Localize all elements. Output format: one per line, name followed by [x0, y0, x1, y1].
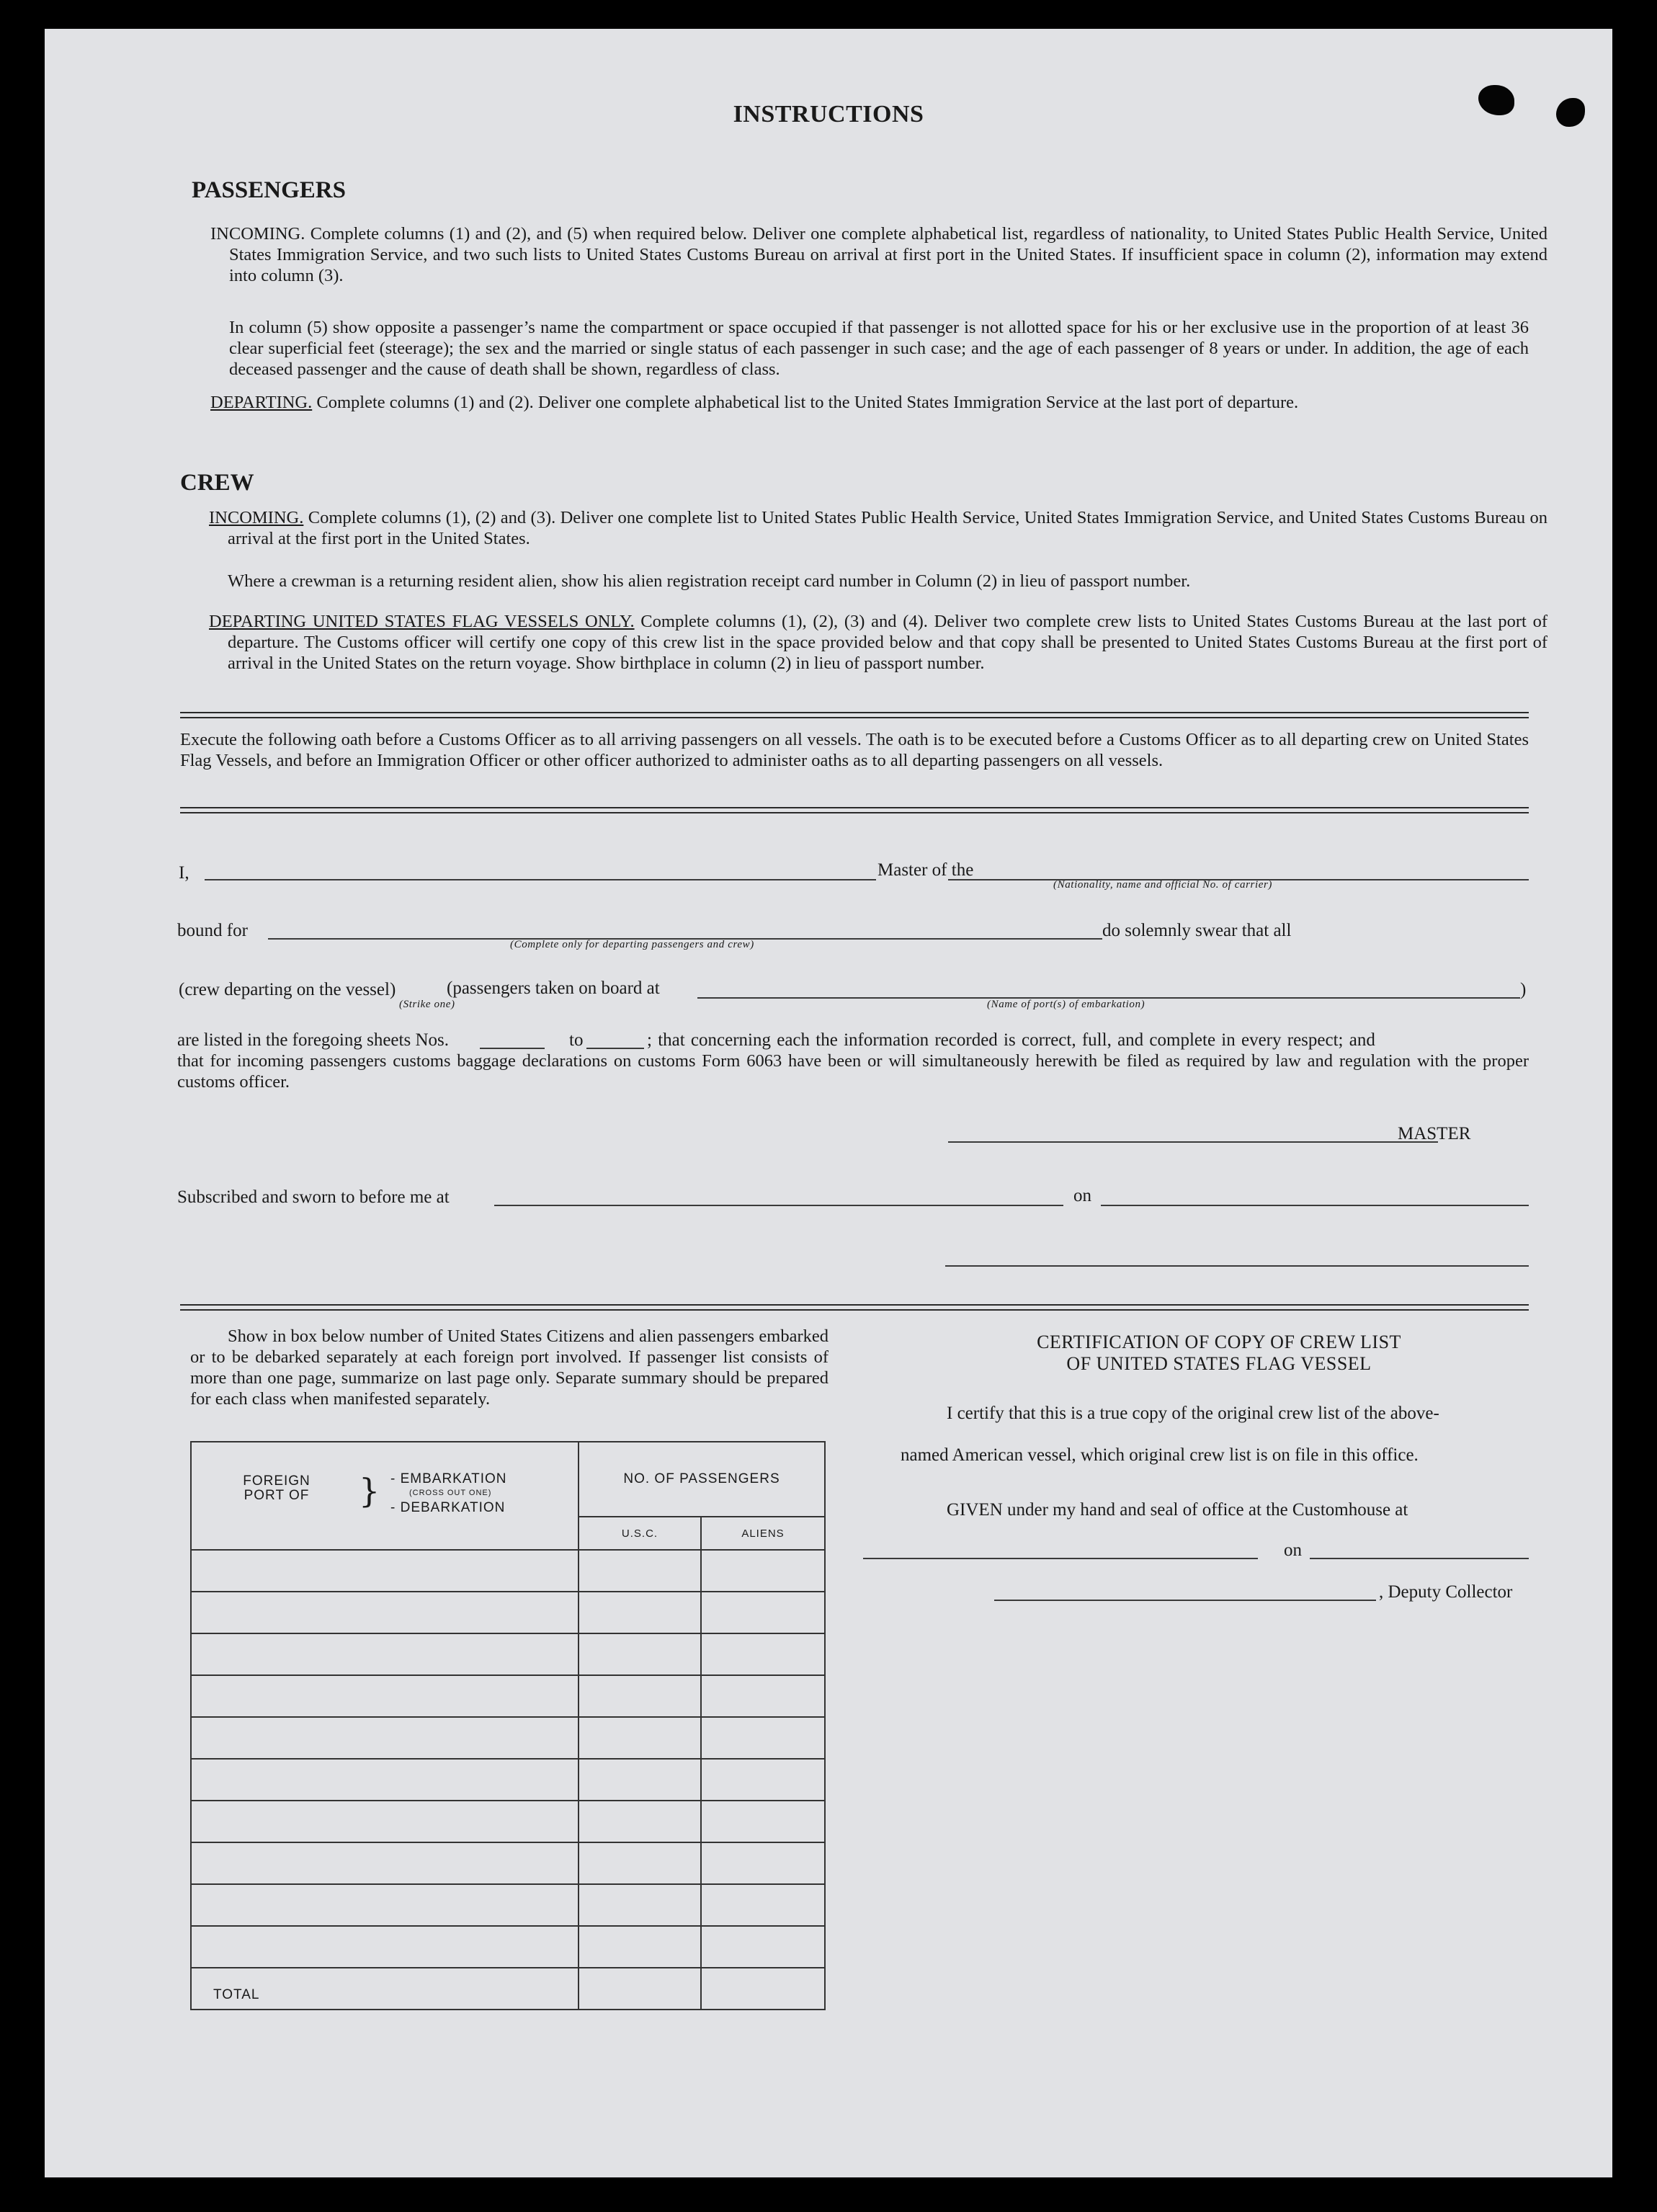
usc-total-cell[interactable]: [579, 1968, 701, 2010]
no-passengers-header: NO. OF PASSENGERS: [579, 1442, 825, 1517]
divider-rule: [180, 807, 1529, 808]
aliens-cell[interactable]: [701, 1759, 825, 1801]
certification-deputy: , Deputy Collector: [1379, 1582, 1513, 1602]
divider-rule: [180, 1304, 1529, 1306]
passengers-departing-paragraph: [210, 392, 1547, 413]
passengers-incoming-label: INCOMING.: [210, 224, 305, 244]
master-name-field[interactable]: [205, 879, 876, 880]
usc-cell[interactable]: [579, 1717, 701, 1759]
oath-listed-1: are listed in the foregoing sheets Nos.: [177, 1030, 449, 1050]
passengers-heading: PASSENGERS: [192, 177, 346, 203]
crew-incoming-paragraph: [209, 507, 1547, 549]
certification-date-field[interactable]: [1310, 1558, 1529, 1559]
certification-title-line2: OF UNITED STATES FLAG VESSEL: [1066, 1353, 1372, 1374]
certification-on: on: [1284, 1540, 1302, 1560]
page-title: INSTRUCTIONS: [733, 101, 924, 128]
aliens-header: ALIENS: [701, 1517, 825, 1550]
oath-listed-to: to: [569, 1030, 584, 1050]
certification-text2: named American vessel, which original crew list is on file in this office.: [901, 1445, 1419, 1465]
sworn-date-field[interactable]: [1101, 1205, 1529, 1206]
passengers-departing-text: Complete columns (1) and (2). Deliver one complete alphabetical list to the United States Immigration Service at the last port of departure.: [316, 393, 1299, 412]
port-cell[interactable]: [191, 1759, 579, 1801]
aliens-cell[interactable]: [701, 1926, 825, 1968]
divider-rule: [180, 712, 1529, 713]
table-row: [191, 1675, 825, 1717]
usc-cell[interactable]: [579, 1842, 701, 1884]
crew-departing-text: Complete columns (1), (2), (3) and (4). Deliver two complete crew lists to United States Customs Bureau at the last port of departure. The Customs officer will certify one copy of this crew list in the space provided below and that copy shall be presented to United States Customs Bureau at the first port of arrival in the United States on the return voyage. Show birthplace in column (2) in lieu of passport number.: [228, 612, 1547, 673]
port-header: [191, 1442, 579, 1550]
oath-master: MASTER: [1398, 1124, 1471, 1143]
oath-on: on: [1073, 1186, 1091, 1205]
port-cell[interactable]: [191, 1675, 579, 1717]
oath-close-paren: ): [1520, 980, 1527, 999]
table-row: [191, 1926, 825, 1968]
strike-one-caption: (Strike one): [399, 999, 455, 1010]
certification-text1: I certify that this is a true copy of the original crew list of the above-: [947, 1404, 1439, 1423]
port-cell[interactable]: [191, 1842, 579, 1884]
sworn-place-field[interactable]: [494, 1205, 1063, 1206]
aliens-cell[interactable]: [701, 1633, 825, 1675]
total-row: [191, 1968, 825, 2010]
crew-heading: CREW: [180, 470, 254, 496]
crew-incoming-label: INCOMING.: [209, 508, 304, 527]
aliens-cell[interactable]: [701, 1592, 825, 1633]
debarkation-label: - DEBARKATION: [390, 1500, 506, 1515]
port-cell[interactable]: [191, 1926, 579, 1968]
table-row: [191, 1759, 825, 1801]
complete-caption: (Complete only for departing passengers and crew): [510, 939, 754, 950]
aliens-cell[interactable]: [701, 1675, 825, 1717]
summary-instructions: Show in box below number of United States Citizens and alien passengers embarked or to be debarked separately at each foreign port involved. If passenger list consists of more than one page, summarize on last page only. Separate summary should be prepared for each class when manifested separately.: [190, 1326, 828, 1409]
table-row: [191, 1633, 825, 1675]
certification-text3: GIVEN under my hand and seal of office at the Customhouse at: [947, 1500, 1408, 1520]
port-cell[interactable]: [191, 1717, 579, 1759]
usc-header: U.S.C.: [579, 1517, 701, 1550]
usc-cell[interactable]: [579, 1759, 701, 1801]
customhouse-field[interactable]: [863, 1558, 1258, 1559]
usc-cell[interactable]: [579, 1801, 701, 1842]
crew-resident-paragraph: Where a crewman is a returning resident alien, show his alien registration receipt card number in Column (2) in lieu of passport number.: [228, 571, 1191, 591]
table-row: [191, 1592, 825, 1633]
port-cell[interactable]: [191, 1801, 579, 1842]
passengers-departing-label: DEPARTING.: [210, 393, 313, 412]
nationality-caption: (Nationality, name and official No. of carrier): [1053, 879, 1273, 891]
certification-title: [909, 1332, 1529, 1375]
aliens-cell[interactable]: [701, 1550, 825, 1592]
table-row: [191, 1884, 825, 1926]
table-row: [191, 1842, 825, 1884]
table-row: [191, 1801, 825, 1842]
form-sheet: [45, 29, 1612, 2177]
certification-title-line1: CERTIFICATION OF COPY OF CREW LIST: [1037, 1332, 1401, 1352]
table-row: [191, 1550, 825, 1592]
divider-rule: [180, 1309, 1529, 1311]
oath-crew-departing: (crew departing on the vessel): [179, 980, 396, 999]
column5-paragraph: In column (5) show opposite a passenger’s name the compartment or space occupied if that passenger is not allotted space for his or her exclusive use in the proportion of at least 36 clear superficial feet (steerage); the sex and the married or single status of each passenger in such case; and the age of each passenger of 8 years or under. In addition, the age of each deceased passenger and the cause of death shall be shown, regardless of class.: [229, 318, 1529, 379]
sheet-to-field[interactable]: [586, 1048, 644, 1049]
aliens-cell[interactable]: [701, 1717, 825, 1759]
usc-cell[interactable]: [579, 1592, 701, 1633]
port-cell[interactable]: [191, 1592, 579, 1633]
oath-i: I,: [179, 863, 189, 883]
passengers-incoming-paragraph: [210, 223, 1547, 286]
aliens-cell[interactable]: [701, 1801, 825, 1842]
oath-do-swear: do solemnly swear that all: [1102, 921, 1292, 940]
usc-cell[interactable]: [579, 1550, 701, 1592]
oath-master-of-the: Master of the: [877, 860, 974, 880]
port-cell[interactable]: [191, 1550, 579, 1592]
sheet-from-field[interactable]: [480, 1048, 545, 1049]
oath-listed-2: ; that concerning each the information recorded is correct, full, and complete in every respect; and: [647, 1030, 1375, 1050]
crew-departing-paragraph: [209, 611, 1547, 674]
oath-listed-3: that for incoming passengers customs baggage declarations on customs Form 6063 have been or will simultaneously herewith be filed as required by law and regulation with the proper customs officer.: [177, 1051, 1529, 1092]
usc-cell[interactable]: [579, 1926, 701, 1968]
foreign-port-of-label: FOREIGN PORT OF: [243, 1473, 311, 1503]
crew-departing-label: DEPARTING UNITED STATES FLAG VESSELS ONLY.: [209, 612, 635, 631]
aliens-total-cell[interactable]: [701, 1968, 825, 2010]
embarkation-label: - EMBARKATION: [390, 1471, 507, 1486]
passenger-summary-table: [190, 1441, 826, 2010]
ports-caption: (Name of port(s) of embarkation): [987, 999, 1145, 1010]
oath-passengers-taken: (passengers taken on board at: [447, 978, 660, 998]
table-row: [191, 1717, 825, 1759]
usc-cell[interactable]: [579, 1884, 701, 1926]
crew-incoming-text: Complete columns (1), (2) and (3). Deliver one complete list to United States Public Health Service, United States Immigration Service, and United States Customs Bureau on arrival at the first port in the United States.: [228, 508, 1548, 548]
brace-icon: }: [359, 1471, 380, 1510]
aliens-cell[interactable]: [701, 1884, 825, 1926]
usc-cell[interactable]: [579, 1675, 701, 1717]
divider-rule: [180, 717, 1529, 718]
master-signature-field[interactable]: [948, 1141, 1438, 1143]
deputy-collector-signature-field[interactable]: [994, 1600, 1376, 1601]
passengers-incoming-text: Complete columns (1) and (2), and (5) when required below. Deliver one complete alphabetical list, regardless of nationality, to United States Public Health Service, United States Immigration Service, and two such lists to United States Customs Bureau on arrival at first port in the United States. If insufficient space in column (2), information may extend into column (3).: [229, 224, 1548, 285]
aliens-cell[interactable]: [701, 1842, 825, 1884]
oath-instructions: Execute the following oath before a Customs Officer as to all arriving passengers on all vessels. The oath is to be executed before a Customs Officer as to all departing crew on United States Flag Vessels, and before an Immigration Officer or other officer authorized to administer oaths as to all departing passengers on all vessels.: [180, 730, 1529, 770]
port-cell[interactable]: [191, 1884, 579, 1926]
oath-subscribed: Subscribed and sworn to before me at: [177, 1187, 450, 1207]
usc-cell[interactable]: [579, 1633, 701, 1675]
officer-signature-field[interactable]: [945, 1265, 1529, 1267]
cross-out-label: (CROSS OUT ONE): [409, 1489, 492, 1497]
total-label: TOTAL: [191, 1968, 579, 2010]
divider-rule: [180, 812, 1529, 813]
oath-bound-for: bound for: [177, 921, 248, 940]
port-cell[interactable]: [191, 1633, 579, 1675]
